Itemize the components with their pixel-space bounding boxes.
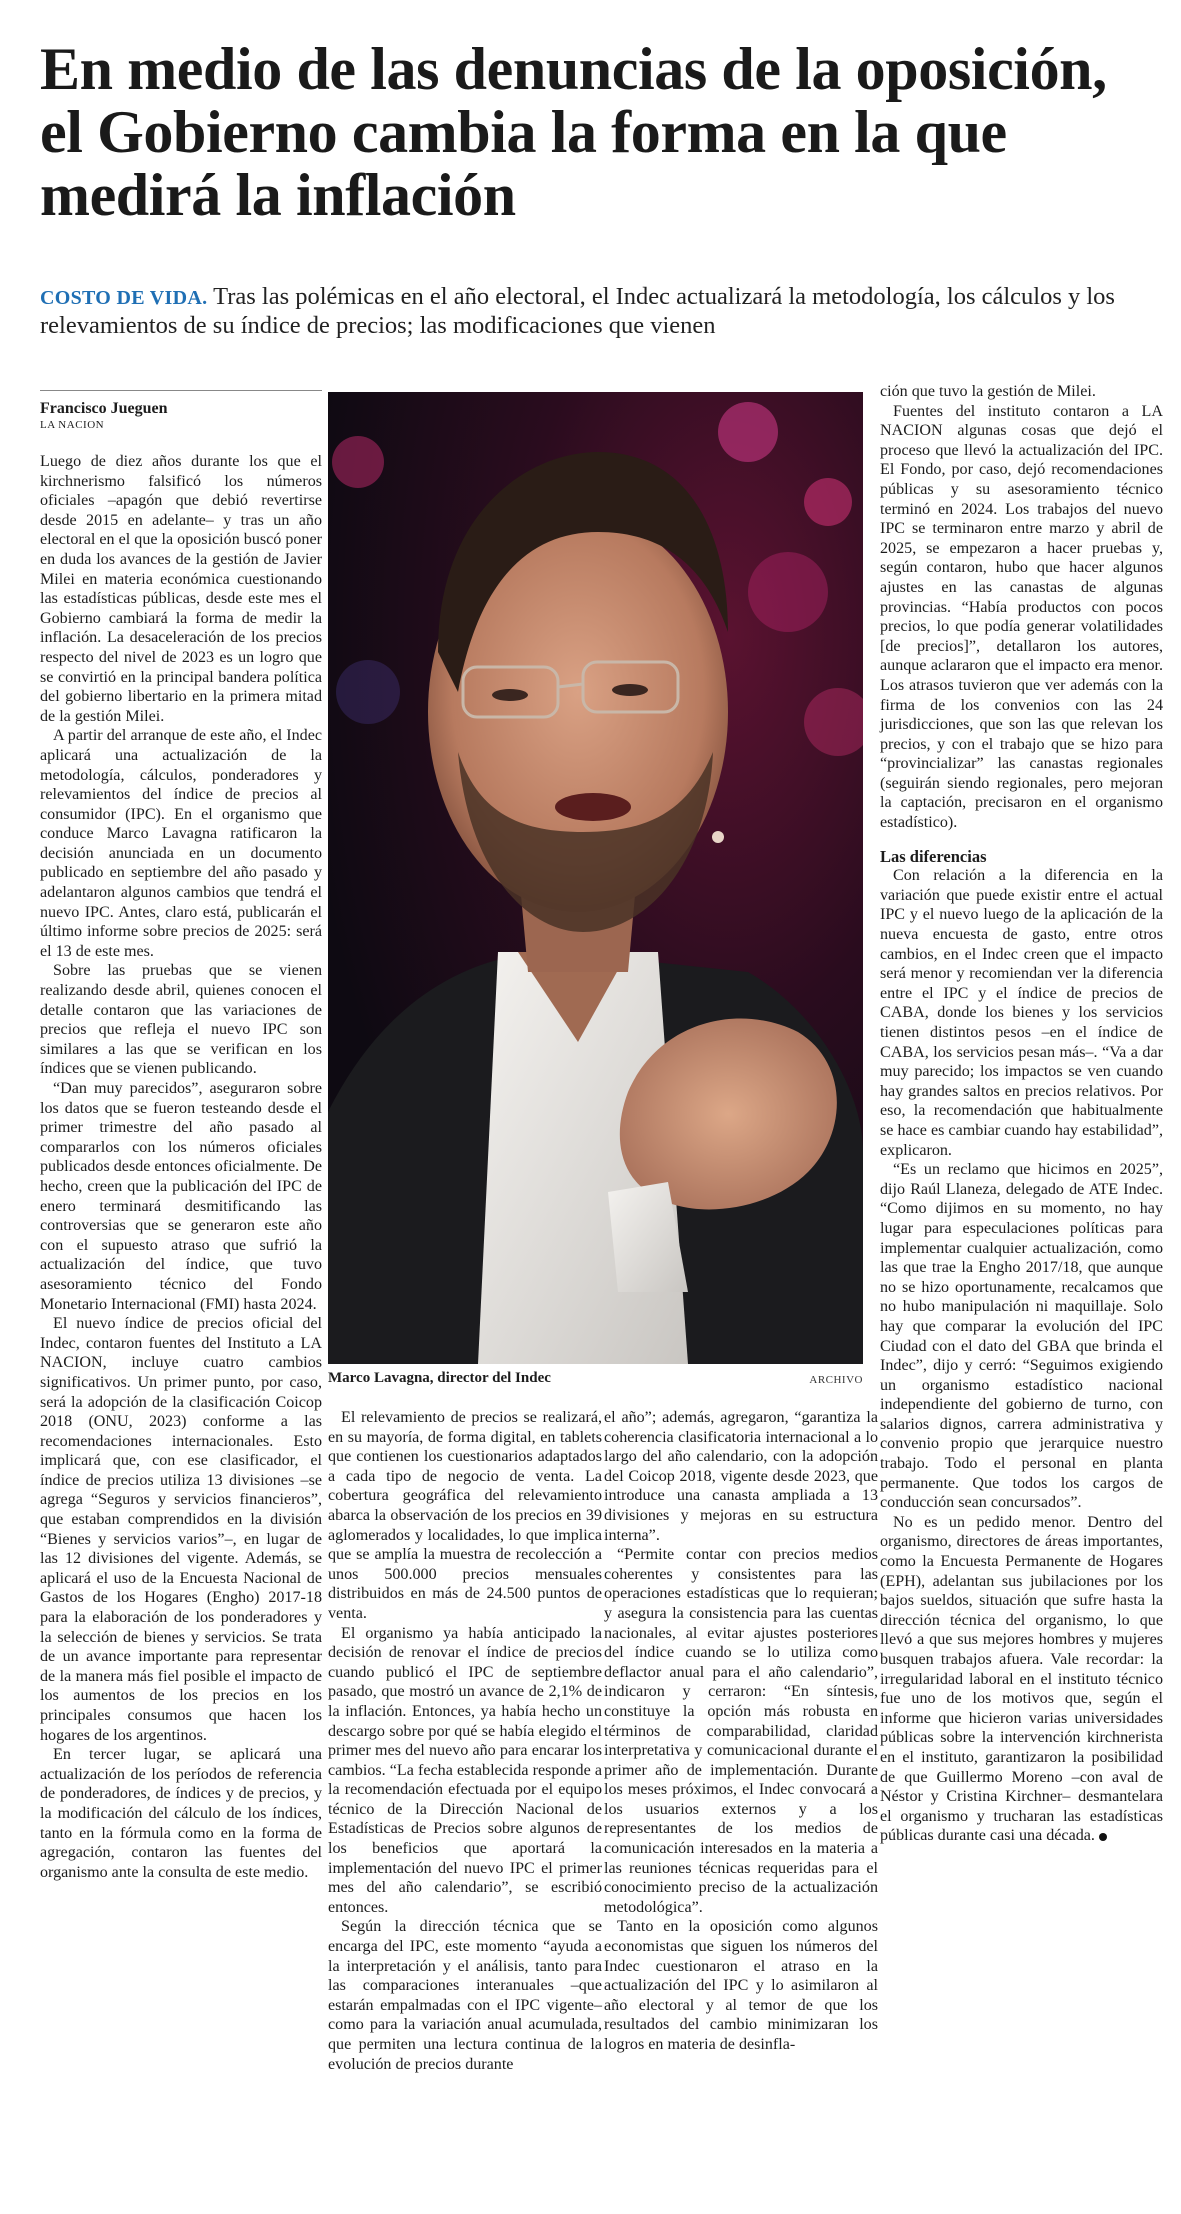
subhead [40,283,1150,340]
paragraph: El organismo ya había anticipado la decisión de renovar el índice de precios cuando publicó el IPC de septiembre pasado, que mostró un avance de 2,1% de la inflación. Entonces, ya había hecho un descargo sobre por qué se había elegido el primer mes del nuevo año para encarar los cambios. “La fecha establecida responde a la recomendación efectuada por el equipo técnico de la Dirección Nacional de Estadísticas de Precios sobre algunos de los beneficios que aportará la implementación del nuevo IPC el primer mes del año calendario”, se escribió entonces. [328,1624,602,1916]
photo-caption [328,1369,863,1387]
byline-outlet: LA NACION [40,419,105,431]
subhead-text: Tras las polémicas en el año electoral, el Indec actualizará la metodología, los cálculos y los relevamientos de su índice de precios; las modificaciones que vienen [40,283,1115,339]
section-heading: Las diferencias [880,846,987,866]
article-column-4 [880,382,1163,1846]
end-mark-icon [1099,1833,1107,1841]
paragraph: Fuentes del instituto contaron a LA NACION algunas cosas que dejó el proceso que llevó la actualización del IPC. El Fondo, por caso, dejó recomendaciones públicas y su asesoramiento técnico terminó en 2024. Los trabajos del nuevo IPC se terminaron entre marzo y abril de 2025, se empezaron a hacer pruebas y, según contaron, hubo que hacer algunos ajustes en las canastas de algunas provincias. “Había productos con pocos precios, lo que podía generar volatilidades [de precios]”, detallaron los autores, aunque aclararon que el impacto era menor. Los atrasos tuvieron que ver además con la firma de los convenios con las 24 jurisdicciones, que son las que relevan los precios, y con el trabajo que se hizo para “provincializar” las canastas regionales (seguirán siendo regionales, pero mejoran la captación, precisaron en el organismo estadístico). [880,402,1163,832]
paragraph: Sobre las pruebas que se vienen realizando desde abril, quienes conocen el detalle contaron que las variaciones de precios que refleja el nuevo IPC son similares a las que se verifican en los índices que se vienen publicando. [40,962,322,1078]
paragraph [880,1513,1163,1846]
paragraph: A partir del arranque de este año, el Indec aplicará una actualización de la metodología, cálculos, ponderadores y relevamientos del índice de precios al consumidor (IPC). En el organismo que conduce Marco Lavagna ratificaron la decisión anunciada en un documento publicado en septiembre del año pasado y adelantaron algunos cambios que tendrá el nuevo IPC. Antes, claro está, publicarán el último informe sobre precios de 2025: será el 13 de este mes. [40,727,322,960]
paragraph: ción que tuvo la gestión de Milei. [880,383,1096,400]
photo-credit: ARCHIVO [809,1374,863,1386]
caption-text: Marco Lavagna, director del Indec [328,1370,551,1386]
kicker: COSTO DE VIDA. [40,287,208,309]
article-column-3 [604,1408,878,2055]
paragraph: Según la dirección técnica que se encarga del IPC, este momento “ayuda a la interpretación y el análisis, tanto para las comparaciones interanuales –que estarán empalmadas con el IPC vigente– como para la variación anual acumulada, que permiten una lectura continua de la evolución de precios durante [328,1918,602,2073]
paragraph: En tercer lugar, se aplicará una actualización de los períodos de referencia de ponderadores, de índices y de precios, y la modificación del cálculo de los índices, tanto en la fórmula como en la forma de agregación, contaron las fuentes del organismo ante la consulta de este medio. [40,1746,322,1881]
paragraph: “Es un reclamo que hicimos en 2025”, dijo Raúl Llaneza, delegado de ATE Indec. “Como dijimos en su momento, no hay lugar para especulaciones políticas para implementar cualquier actualización, como las que trae la Engho 2017/18, que aunque no se hizo oportunamente, recalcamos que no hubo manipulación ni maquillaje. Solo hay que comparar la evolución del IPC Ciudad con el dato del GBA que brinda el Indec”, dijo y cerró: “Seguimos exigiendo un organismo estadístico nacional independiente del gobierno de turno, con salarios dignos, carrera administrativa y convenio propio que jerarquice nuestro trabajo. Todo el personal en planta permanente. Que todos los cargos de conducción sean concursados”. [880,1161,1163,1512]
paragraph: el año”; además, agregaron, “garantiza la coherencia clasificatoria internacional a lo largo del año calendario, con la adopción del Coicop 2018, vigente desde 2023, que introduce una canasta ampliada a 13 divisiones y mejoras en su estructura interna”. [604,1409,878,1544]
paragraph-text: No es un pedido menor. Dentro del organismo, directores de áreas importantes, como la Encuesta Permanente de Hogares (EPH), adelantan sus jubilaciones por los bajos sueldos, situación que sufre hasta la dirección técnica del organismo, lo que llevó a que sus mejores hombres y mujeres busquen trabajos afuera. Vale recordar: la irregularidad laboral en el instituto técnico fue uno de los motivos que, según el informe que hicieron varias universidades públicas sobre la intervención kirchnerista en el instituto, garantizaron la posibilidad de que Guillermo Moreno –con aval de Néstor y Cristina Kirchner– desmantelara el organismo y trucharan las estadísticas públicas durante casi una década. [880,1513,1163,1845]
article-column-1 [40,390,322,1882]
headline: En medio de las denuncias de la oposición, el Gobierno cambia la forma en la que medirá la inflación [40,36,1107,228]
byline-rule [40,390,322,391]
portrait-illustration [328,392,863,1364]
byline-author: Francisco Jueguen [40,400,168,417]
paragraph: El nuevo índice de precios oficial del Indec, contaron fuentes del Instituto a LA NACION, incluye cuatro cambios significativos. Un primer punto, por caso, será la adopción de la clasificación Coicop 2018 (ONU, 2023) conforme a las recomendaciones internacionales. Esto implicará que, con ese clasificador, el índice de precios utiliza 13 divisiones –se agrega “Seguros y servicios financieros”, que estaban comprendidos en la división “Bienes y servicios varios”–, en lugar de las 12 divisiones del vigente. Además, se aplicará el uso de la Encuesta Nacional de Gastos de los Hogares (Engho) 2017-18 para la elaboración de los ponderadores y la selección de bienes y servicios. Se trata de un avance importante para representar de la manera más fiel posible el impacto de los aumentos de los precios en los principales consumos que hacen los hogares de los argentinos. [40,1315,322,1744]
paragraph: Con relación a la diferencia en la variación que puede existir entre el actual IPC y el nuevo luego de la aplicación de la nueva encuesta de gasto, entre otros cambios, en el Indec creen que el impacto será menor y recomiendan ver la diferencia entre el IPC y el índice de precios de CABA, donde los bienes y los servicios tienen distintos pesos –en el índice de CABA, los servicios pesan más–. “Va a dar muy parecido; los impactos se ven cuando hay grandes saltos en precios relativos. Por eso, la recomendación que habitualmente se hace es cambiar cuando hay estabilidad”, explicaron. [880,867,1163,1159]
article-photo [328,392,863,1364]
paragraph: Luego de diez años durante los que el kirchnerismo falsificó los números oficiales –apagón que debió revertirse desde 2015 en adelante– y tras un año electoral en el que la oposición buscó poner en duda los avances de la gestión de Javier Milei en materia económica cuestionando las estadísticas públicas, desde este mes el Gobierno cambiará la forma de medir la inflación. La desaceleración de los precios respecto del nivel de 2023 es un logro que se convirtió en la principal bandera política del gobierno libertario en la primera mitad de la gestión Milei. [40,453,322,725]
paragraph: “Permite contar con precios medios coherentes y consistentes para las operaciones estadísticas que lo requieran; y asegura la consistencia para las cuentas nacionales, al evitar ajustes posteriores del índice cuando se lo utiliza como deflactor anual para el año calendario”, indicaron y cerraron: “En síntesis, constituye la opción más robusta en términos de comparabilidad, claridad interpretativa y comunicacional durante el primer año de implementación. Durante los meses próximos, el Indec convocará a los usuarios externos y a los representantes de los medios de comunicación interesados en la materia a las reuniones técnicas requeridas para el conocimiento preciso de la actualización metodológica”. [604,1546,878,1916]
paragraph: “Dan muy parecidos”, aseguraron sobre los datos que se fueron testeando desde el primer trimestre del año pasado al compararlos con los números oficiales publicados desde entonces oficialmente. De hecho, creen que la publicación del IPC de enero terminará desmitificando las controversias que se generaron este año con el supuesto atraso que sufrió la actualización del índice, que tuvo asesoramiento técnico del Fondo Monetario Internacional (FMI) hasta 2024. [40,1080,322,1313]
paragraph: Tanto en la oposición como algunos economistas que siguen los números del Indec cuestionaron el atraso en la actualización del IPC y lo asimilaron al año electoral y al temor de que los resultados del cambio minimizaran los logros en materia de desinfla- [604,1918,878,2053]
paragraph: El relevamiento de precios se realizará, en su mayoría, de forma digital, en tablets que contienen los cuestionarios adaptados a cada tipo de negocio de venta. La cobertura geográfica del relevamiento abarca la observación de los precios en 39 aglomerados y localidades, lo que implica que se amplía la muestra de recolección a unos 500.000 precios mensuales distribuidos en más de 24.500 puntos de venta. [328,1409,602,1622]
article-column-2 [328,1408,602,2074]
